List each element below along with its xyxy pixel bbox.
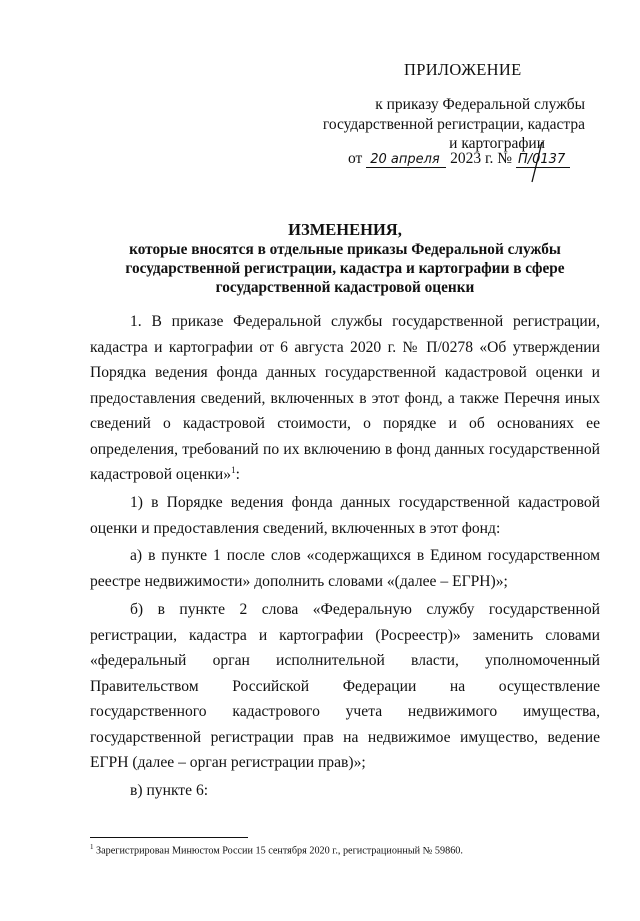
paragraph-5 — [90, 778, 600, 804]
appendix-line-1: к приказу Федеральной службы — [375, 96, 585, 113]
footnote-mark: 1 — [90, 843, 94, 851]
paragraph-2 — [90, 490, 600, 541]
handwritten-slash-icon — [526, 140, 546, 184]
paragraph-3-text: а) в пункте 1 после слов «содержащихся в Едином государственном реестре недвижимости» дополнить словами «(далее – ЕГРН)»; — [90, 547, 600, 590]
paragraph-5-text: в) пункте 6: — [130, 782, 209, 799]
paragraph-4 — [90, 597, 600, 776]
footnote — [90, 843, 463, 856]
appendix-line-3: и картографии — [449, 135, 545, 152]
from-label: от — [348, 150, 363, 167]
appendix-title: ПРИЛОЖЕНИЕ — [404, 60, 522, 79]
footnote-divider — [90, 837, 248, 838]
handwritten-order-number: П/0137 — [516, 152, 570, 168]
document-heading-title: ИЗМЕНЕНИЯ, — [288, 220, 402, 239]
handwritten-date: 20 апреля — [366, 152, 446, 168]
paragraph-1-text: 1. В приказе Федеральной службы государственной регистрации, кадастра и картографии от 6 августа 2020 г. № П/0278 «Об утверждении Порядка ведения фонда данных государственной кадастровой оценки и предоставления сведений, включенных в этот фонд, а также Перечня иных сведений о кадастровой стоимости, о порядке и об основаниях ее определения, требований по их включению в фонд данных государственной кадастровой оценки» — [90, 313, 600, 483]
paragraph-1 — [90, 309, 600, 488]
document-heading-line-3: государственной кадастровой оценки — [215, 279, 475, 296]
document-heading-line-2: государственной регистрации, кадастра и картографии в сфере — [125, 260, 565, 277]
paragraph-4-text: б) в пункте 2 слова «Федеральную службу государственной регистрации, кадастра и картографии (Росреестр)» заменить словами «федеральный орган исполнительной власти, уполномоченный Правительством Российской Федерации на осуществление государственного кадастрового учета недвижимого имущества, государственной регистрации прав на недвижимое имущество, ведение ЕГРН (далее – орган регистрации прав)»; — [90, 601, 600, 771]
document-heading-line-1: которые вносятся в отдельные приказы Федеральной службы — [129, 241, 561, 258]
paragraph-1-end: : — [235, 466, 240, 483]
footnote-text: Зарегистрирован Минюстом России 15 сентября 2020 г., регистрационный № 59860. — [93, 845, 463, 857]
appendix-line-2: государственной регистрации, кадастра — [322, 116, 585, 133]
year-number-label: 2023 г. № — [450, 150, 513, 167]
paragraph-3 — [90, 543, 600, 594]
footnote-reference: 1 — [231, 464, 236, 475]
paragraph-2-text: 1) в Порядке ведения фонда данных государственной кадастровой оценки и предоставления сведений, включенных в этот фонд: — [90, 494, 600, 537]
